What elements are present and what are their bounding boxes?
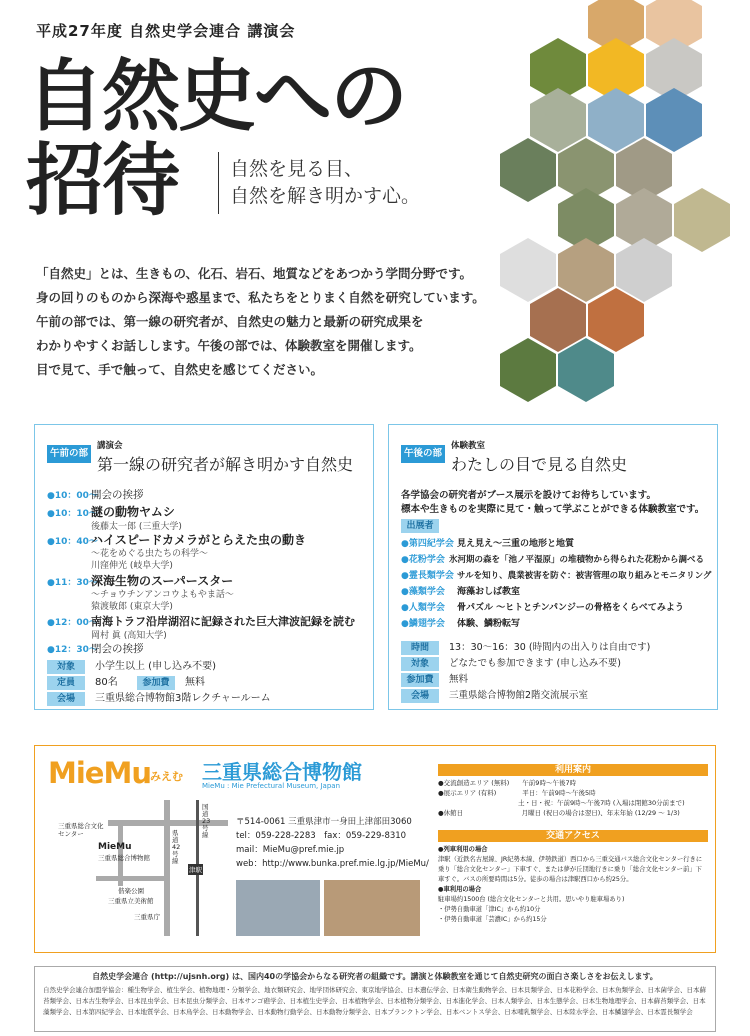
- subtitle-line1: 自然を見る目、: [230, 158, 364, 180]
- hex-photo: [500, 138, 556, 202]
- main-title-line1: 自然史への: [26, 51, 407, 142]
- access-text: [438, 845, 708, 925]
- hex-photo: [588, 288, 644, 352]
- event-supertitle: 平成27年度 自然史学会連合 講演会: [36, 22, 296, 40]
- map-label: 三重県立美術館: [108, 897, 154, 905]
- morning-heading: 第一線の研究者が解き明かす自然史: [97, 455, 354, 474]
- exhibitor-row: ●鱗翅学会 体験、鱗粉転写: [401, 619, 521, 629]
- subtitle-line2: 自然を解き明かす心。: [230, 185, 421, 207]
- footer-line2: 自然史学会連合加盟学協会：種生物学会、植生学会、植物地理・分類学会、地衣類研究会、地学団体研究会、東京地学協会、日本遺伝学会、日本衛生動物学会、日本貝類学会、日本花粉学会、日本魚類学会、日本菌学会、日本蘚苔類学会、日本古生物学会、日本昆虫学会、日本昆虫分類学会、日本サンゴ礁学会、日本植生史学会、日本植物学会、日本植物分類学会、日本進化学会、日本人類学会、日本生態学会、日本生物地理学会、日本蘚苔類学会、日本藻類学会、日本第四紀学会、日本地質学会、日本鳥学会、日本動物学会、日本動物行動学会、日本動物分類学会、日本プランクトン学会、日本ベントス学会、日本哺乳類学会、日本陸水学会、日本鱗翅学会、日本霊長類学会: [43, 986, 706, 1016]
- schedule-item: ●10：00～開会の挨拶: [47, 489, 144, 501]
- usage-line: ●展示エリア (有料) 平日：午前9時～午後5時: [438, 789, 596, 797]
- access-car: ・伊勢自動車道「芸濃IC」から約15分: [438, 916, 547, 923]
- map-label: 津駅: [189, 866, 202, 874]
- afternoon-desc: 各学協会の研究者がブース展示を設けてお待ちしています。: [401, 490, 656, 501]
- info-row: 参加費 無料: [401, 671, 468, 687]
- access-car: ・伊勢自動車道「津IC」から約10分: [438, 906, 541, 913]
- info-row: 参加費 無料: [137, 673, 205, 690]
- afternoon-kind: 体験教室: [451, 441, 486, 451]
- hex-photo: [530, 288, 586, 352]
- speaker: 後藤太一郎 (三重大学): [91, 522, 182, 532]
- map-label: 三重県総合博物館: [98, 854, 150, 862]
- footer-line1: 自然史学会連合 (http://ujsnh.org) は、国内40の学協会からなる研究者の組織です。講演と体験教室を通じて自然史研究の面白さ楽しさをお伝えします。: [92, 972, 658, 981]
- intro-line: 「自然史」とは、生きもの、化石、岩石、地質などをあつかう学問分野です。: [36, 266, 473, 281]
- museum-address: 〒514-0061 三重県津市一身田上津部田3060: [236, 817, 412, 827]
- info-row: 会場 三重県総合博物館2階交流展示室: [401, 687, 588, 703]
- access-map: [48, 800, 224, 936]
- subtitle: ～花をめぐる虫たちの科学～: [91, 549, 209, 559]
- museum-photo: [236, 880, 320, 936]
- intro-text: [36, 262, 516, 382]
- road: [96, 876, 166, 881]
- map-label: 偕楽公園: [118, 887, 144, 895]
- map-label: 国道23号線: [202, 803, 211, 839]
- map-label: MieMu: [98, 842, 132, 852]
- info-row: 会場 三重県総合博物館3階レクチャールーム: [47, 689, 271, 706]
- museum-logo-sub: みえむ: [150, 770, 183, 783]
- usage-line: ●交流創造エリア (無料) 午前9時～午後7時: [438, 779, 577, 787]
- access-subtitle: ●車利用の場合: [438, 886, 482, 893]
- info-row: 対象 どなたでも参加できます (申し込み不要): [401, 655, 621, 671]
- hex-map: [616, 238, 672, 302]
- info-row: 定員 80名: [47, 673, 118, 690]
- museum-contact: [236, 815, 429, 871]
- morning-box: [34, 424, 374, 710]
- speaker: 岡村 眞 (高知大学): [91, 631, 167, 641]
- hex-photo: [588, 88, 644, 152]
- hex-photo: [558, 238, 614, 302]
- afternoon-desc: 標本や生きものを実際に見て・触って学ぶことができる体験教室です。: [401, 504, 705, 515]
- footer-box: [34, 966, 716, 1032]
- usage-title: 利用案内: [438, 764, 708, 776]
- hex-photo: [558, 338, 614, 402]
- subtitle: ～チョウチンアンコウよもやま話～: [91, 590, 234, 600]
- schedule-item: ●12：30～閉会の挨拶: [47, 643, 144, 655]
- title-divider: [218, 152, 219, 214]
- usage-line: 土・日・祝：午前9時～午後7時 (入場は閉館30分前まで): [518, 799, 685, 807]
- afternoon-heading: わたしの目で見る自然史: [451, 455, 628, 474]
- museum-name: 三重県総合博物館: [202, 760, 362, 784]
- hex-photo: [674, 188, 730, 252]
- afternoon-box: [388, 424, 718, 710]
- access-title: 交通アクセス: [438, 830, 708, 842]
- morning-kind: 講演会: [97, 441, 123, 451]
- exhibitor-row: ●霊長類学会 サルを知り、農業被害を防ぐ：被害管理の取り組みとモニタリング: [401, 571, 712, 581]
- speaker: 猿渡敏郎 (東京大学): [91, 602, 173, 612]
- exhibitor-row: ●人類学会 骨パズル ～ヒトとチンパンジーの骨格をくらべてみよう: [401, 603, 684, 613]
- intro-line: 午前の部では、第一線の研究者が、自然史の魅力と最新の研究成果を: [36, 314, 424, 329]
- intro-line: 身の回りのものから深海や惑星まで、私たちをとりまく自然を研究しています。: [36, 290, 485, 305]
- info-row: 時間 13：30～16：30 (時間内の出入りは自由です): [401, 639, 650, 655]
- access-subtitle: ●列車利用の場合: [438, 846, 488, 853]
- map-label: 三重県庁: [134, 913, 160, 921]
- exhibitor-row: ●第四紀学会 見え見え～三重の地形と地質: [401, 539, 575, 549]
- schedule-item: ●10：10～謎の動物ヤムシ: [47, 505, 175, 519]
- access-car: 駐車場約1500台 (総合文化センターと共用。思いやり駐車場あり): [438, 896, 625, 903]
- museum-web: web：http://www.bunka.pref.mie.lg.jp/MieMu/: [236, 859, 429, 869]
- exhibitor-row: ●花粉学会 氷河期の森を「池ノ平湿原」の堆積物から得られた花粉から調べる: [401, 555, 705, 565]
- usage-line: ●休館日 月曜日 (祝日の場合は翌日)、年末年始 (12/29 ～ 1/3): [438, 809, 680, 817]
- usage-lines: [438, 778, 685, 818]
- schedule-item: ●12：00～南海トラフ沿岸湖沼に記録された巨大津波記録を読む: [47, 615, 355, 628]
- afternoon-tag: 午後の部: [401, 445, 445, 463]
- road: [164, 800, 170, 936]
- museum-tel: tel：059-228-2283 fax：059-229-8310: [236, 831, 407, 841]
- hex-photo: [530, 88, 586, 152]
- info-row: 対象 小学生以上 (申し込み不要): [47, 657, 216, 674]
- main-title-line2: 招待: [26, 135, 179, 226]
- access-train: 津駅（近鉄名古屋線、JR紀勢本線、伊勢鉄道）西口から三重交通バス総合文化センター行きに乗り「総合文化センター」下車すぐ、または夢が丘団地行きに乗り「総合文化センター前」下車すぐ。バスの所要時間は5分。徒歩の場合は津駅西口から約25分。: [438, 856, 703, 883]
- exhibitors-label: 出展者: [401, 519, 449, 533]
- morning-tag: 午前の部: [47, 445, 91, 463]
- museum-mail: mail：MieMu@pref.mie.jp: [236, 845, 345, 855]
- museum-name-en: MieMu : Mie Prefectural Museum, Japan: [202, 782, 341, 790]
- intro-line: わかりやすくお話しします。午後の部では、体験教室を開催します。: [36, 338, 422, 353]
- intro-line: 目で見て、手で触って、自然史を感じてください。: [36, 362, 324, 377]
- schedule-item: ●10：40～ハイスピードカメラがとらえた虫の動き: [47, 533, 307, 547]
- museum-photo: [324, 880, 420, 936]
- map-label: 三重県総合文化センター: [58, 822, 104, 838]
- speaker: 川窪伸光 (岐阜大学): [91, 561, 173, 571]
- museum-logo: MieMu: [48, 756, 151, 790]
- schedule-item: ●11：30～深海生物のスーパースター: [47, 574, 234, 588]
- hex-photo: [646, 88, 702, 152]
- exhibitor-row: ●藻類学会 海藻おしば教室: [401, 587, 521, 597]
- map-label: 県道42号線: [172, 829, 181, 865]
